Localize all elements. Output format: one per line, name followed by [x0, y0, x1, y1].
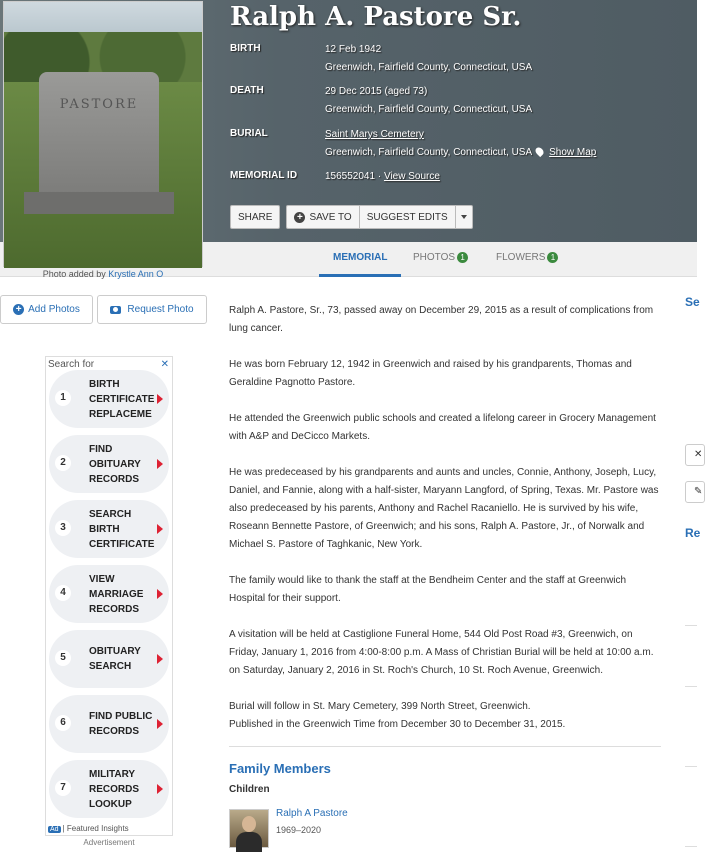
- tab-flowers[interactable]: [496, 252, 558, 263]
- chevron-right-icon: [157, 784, 163, 794]
- ad-item-label: MILITARY RECORDS LOOKUP: [89, 768, 140, 810]
- active-tab-indicator: [319, 274, 401, 277]
- share-button[interactable]: [230, 205, 280, 229]
- ad-item[interactable]: [49, 500, 169, 558]
- memorial-id: 156552041: [325, 171, 376, 182]
- plus-circle-icon: +: [13, 304, 24, 315]
- family-members-title: Family Members: [229, 761, 331, 776]
- save-to-button[interactable]: [286, 205, 359, 229]
- children-label: Children: [229, 784, 270, 795]
- photos-count-badge: 1: [457, 252, 468, 263]
- ad-item-label: FIND OBITUARY RECORDS: [89, 443, 141, 485]
- tab-memorial[interactable]: MEMORIAL: [333, 252, 388, 263]
- ad-item-number: 7: [55, 780, 71, 796]
- ad-item[interactable]: [49, 435, 169, 493]
- ad-item[interactable]: [49, 370, 169, 428]
- photo-credit-link[interactable]: Krystle Ann O: [108, 269, 164, 279]
- more-actions-dropdown[interactable]: [456, 205, 473, 229]
- ad-item[interactable]: [49, 565, 169, 623]
- share-label: SHARE: [238, 211, 273, 223]
- ad-item[interactable]: [49, 695, 169, 753]
- section-divider: [229, 746, 661, 747]
- child-photo-body: [236, 832, 262, 852]
- photo-credit-prefix: Photo added by: [42, 269, 106, 279]
- ad-search-for: Search for: [48, 359, 95, 370]
- child-dates: 1969–2020: [276, 825, 322, 835]
- show-map-link[interactable]: Show Map: [549, 147, 597, 158]
- birth-place: Greenwich, Fairfield County, Connecticut, USA: [325, 62, 533, 73]
- save-to-label: SAVE TO: [309, 211, 352, 223]
- chevron-right-icon: [157, 719, 163, 729]
- birth-date: 12 Feb 1942: [325, 44, 382, 55]
- headstone: [39, 72, 159, 197]
- bio-paragraph: He attended the Greenwich public schools and created a lifelong career in Grocery Management with A&P and DeCicco Markets.: [229, 413, 656, 442]
- memorial-photo[interactable]: [3, 1, 203, 267]
- chevron-right-icon: [157, 524, 163, 534]
- burial-place: Greenwich, Fairfield County, Connecticut, USA: [325, 147, 533, 158]
- right-section-heading: Se: [685, 295, 700, 309]
- ad-item-label: VIEW MARRIAGE RECORDS: [89, 573, 144, 615]
- death-date: 29 Dec 2015 (aged 73): [325, 86, 428, 97]
- right-divider: [685, 686, 697, 687]
- right-divider: [685, 766, 697, 767]
- request-photo-button[interactable]: [97, 295, 207, 324]
- advertisement-label: Advertisement: [83, 838, 135, 847]
- caret-down-icon: [461, 215, 467, 219]
- ad-item-number: 2: [55, 455, 71, 471]
- camera-icon: [110, 306, 121, 314]
- right-divider: [685, 846, 697, 847]
- tab-photos-label: PHOTOS: [413, 252, 456, 263]
- memorial-name: Ralph A. Pastore Sr.: [230, 2, 522, 32]
- bio-paragraph: A visitation will be held at Castiglione Funeral Home, 544 Old Post Road #3, Greenwich, on Friday, January 1, 2016 from 4:00-8:00 p.m. A Mass of Christian Burial will be held at 10:00 a.m. on Saturday, January 2, 2016 in St. Roch's Church, 10 St. Roch Avenue, Greenwich.: [229, 629, 654, 676]
- memorial-id-label: MEMORIAL ID: [230, 170, 298, 181]
- right-related-heading: Re: [685, 526, 701, 540]
- ad-item-label: SEARCH BIRTH CERTIFICATE: [89, 508, 155, 550]
- headstone-text: PASTORE: [59, 97, 139, 112]
- ad-footer: [48, 824, 129, 833]
- advertisement-box: [45, 356, 173, 836]
- chevron-right-icon: [157, 459, 163, 469]
- child-photo-head: [242, 816, 256, 832]
- ad-item-label: FIND PUBLIC RECORDS: [89, 711, 153, 737]
- ad-item-number: 6: [55, 715, 71, 731]
- ad-featured: | Featured Insights: [62, 824, 129, 833]
- view-source-link[interactable]: View Source: [383, 171, 440, 182]
- chevron-right-icon: [157, 654, 163, 664]
- right-panel-button[interactable]: ✎: [685, 481, 705, 503]
- ad-item-label: BIRTH CERTIFICATE REPLACEME: [89, 378, 155, 420]
- chevron-right-icon: [157, 394, 163, 404]
- chevron-right-icon: [157, 589, 163, 599]
- bio-paragraph: The family would like to thank the staff at the Bendheim Center and the staff at Greenwich Hospital for their support.: [229, 575, 627, 604]
- bio-paragraph: Burial will follow in St. Mary Cemetery, 399 North Street, Greenwich.: [229, 701, 531, 712]
- right-divider: [685, 625, 697, 626]
- add-photos-label: Add Photos: [28, 304, 80, 315]
- birth-value: [325, 41, 532, 77]
- burial-value: [325, 126, 596, 162]
- action-buttons: [230, 205, 473, 229]
- burial-label: BURIAL: [230, 128, 268, 139]
- request-photo-label: Request Photo: [127, 304, 194, 315]
- flowers-count-badge: 1: [547, 252, 558, 263]
- death-place: Greenwich, Fairfield County, Connecticut, USA: [325, 104, 533, 115]
- memorial-id-value: 156552041 · View Source: [325, 171, 440, 182]
- add-photos-button[interactable]: [0, 295, 93, 324]
- bio-paragraph: Ralph A. Pastore, Sr., 73, passed away on December 29, 2015 as a result of complications from lung cancer.: [229, 305, 654, 334]
- ad-item-number: 4: [55, 585, 71, 601]
- cemetery-link[interactable]: Saint Marys Cemetery: [325, 129, 424, 140]
- suggest-edits-label: SUGGEST EDITS: [366, 211, 448, 223]
- death-value: [325, 83, 532, 119]
- ad-item[interactable]: [49, 630, 169, 688]
- child-name-link[interactable]: Ralph A Pastore: [276, 808, 348, 819]
- map-pin-icon: [534, 146, 545, 157]
- tab-photos[interactable]: [413, 252, 468, 263]
- suggest-edits-button[interactable]: [360, 205, 456, 229]
- ad-item[interactable]: [49, 760, 169, 818]
- ad-item-number: 5: [55, 650, 71, 666]
- headstone-base: [24, 192, 174, 214]
- ad-item-label: OBITUARY SEARCH: [89, 646, 141, 672]
- ad-item-number: 1: [55, 390, 71, 406]
- bio-paragraph: Published in the Greenwich Time from December 30 to December 31, 2015.: [229, 719, 566, 730]
- ad-badge: Ad: [50, 826, 59, 833]
- photo-credit: [3, 269, 203, 279]
- ad-item-number: 3: [55, 520, 71, 536]
- right-panel-button[interactable]: ✕: [685, 444, 705, 466]
- bio-paragraph: He was predeceased by his grandparents and aunts and uncles, Connie, Anthony, Joseph, Lucy, Daniel, and Fannie, along with a half-sister, Maryann Langford, of Spring, Texas. Mr. Pastore was also predeceased by his parents, Anthony and Rachel Racaniello. He is survived by his wife, Roseann Bennette Pastore, of Greenwich; and his sons, Ralph A. Pastore, Jr., of Norwalk and Michael S. Pastore of Taghkanic, New York.: [229, 467, 659, 550]
- child-photo[interactable]: [229, 809, 269, 848]
- ad-close-icon[interactable]: ✕: [160, 359, 169, 370]
- plus-icon: +: [294, 212, 305, 223]
- death-label: DEATH: [230, 85, 264, 96]
- burial-place-row: [325, 144, 596, 162]
- birth-label: BIRTH: [230, 43, 261, 54]
- bio-paragraph: He was born February 12, 1942 in Greenwich and raised by his grandparents, Thomas and Geraldine Pagnotto Pastore.: [229, 359, 632, 388]
- tab-flowers-label: FLOWERS: [496, 252, 546, 263]
